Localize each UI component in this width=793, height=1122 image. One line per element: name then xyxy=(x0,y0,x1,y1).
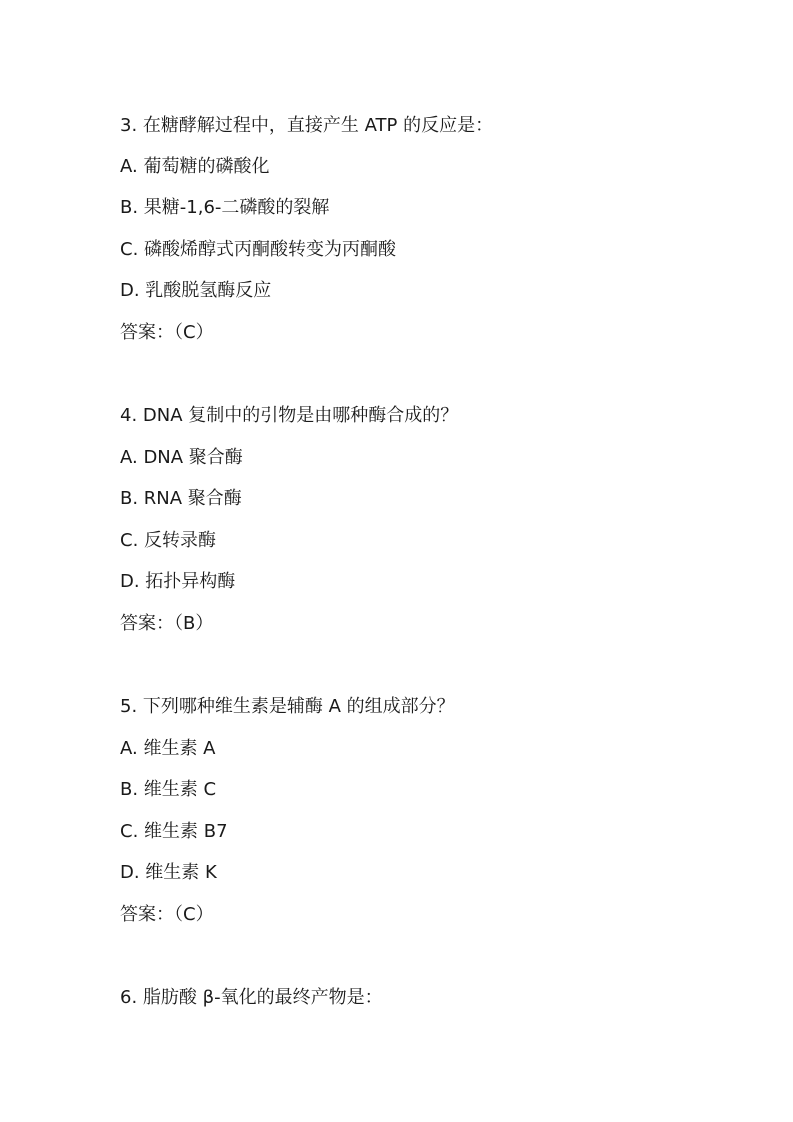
question-4-option-c: C. 反转录酶 xyxy=(120,530,217,551)
question-5-option-c: C. 维生素 B7 xyxy=(120,821,228,842)
question-5-option-d: D. 维生素 K xyxy=(120,862,217,883)
question-5-answer: 答案：（C） xyxy=(120,904,214,925)
question-6-stem: 6. 脂肪酸 β-氧化的最终产物是： xyxy=(120,987,383,1008)
question-4-option-a: A. DNA 聚合酶 xyxy=(120,447,243,468)
question-5-option-a: A. 维生素 A xyxy=(120,738,216,759)
question-4-option-b: B. RNA 聚合酶 xyxy=(120,488,242,509)
question-3-option-d: D. 乳酸脱氢酶反应 xyxy=(120,280,272,301)
question-3-option-c: C. 磷酸烯醇式丙酮酸转变为丙酮酸 xyxy=(120,239,397,260)
question-4-stem: 4. DNA 复制中的引物是由哪种酶合成的？ xyxy=(120,405,459,426)
question-3-answer: 答案：（C） xyxy=(120,322,214,343)
question-3-option-b: B. 果糖-1,6-二磷酸的裂解 xyxy=(120,197,330,218)
question-5-stem: 5. 下列哪种维生素是辅酶 A 的组成部分？ xyxy=(120,696,455,717)
question-5-option-b: B. 维生素 C xyxy=(120,779,217,800)
question-3-option-a: A. 葡萄糖的磷酸化 xyxy=(120,156,270,177)
question-3-stem: 3. 在糖酵解过程中，直接产生 ATP 的反应是： xyxy=(120,115,494,136)
question-4-option-d: D. 拓扑异构酶 xyxy=(120,571,236,592)
question-4-answer: 答案：（B） xyxy=(120,613,214,634)
